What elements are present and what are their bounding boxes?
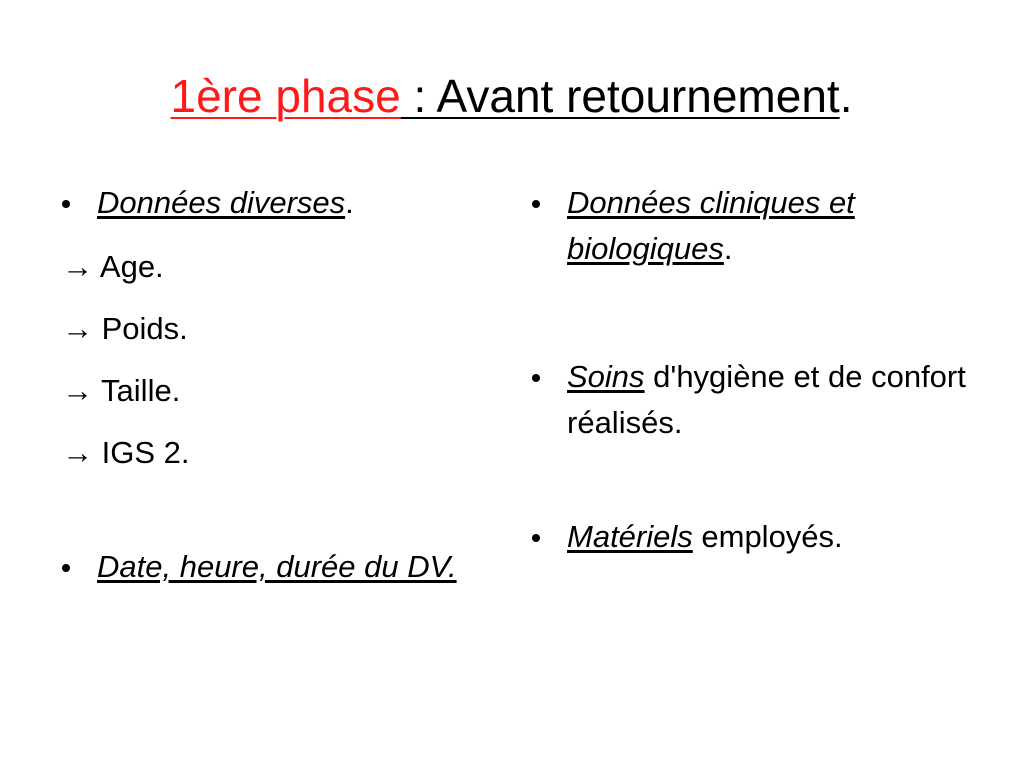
sub-item-age: → Age. [62, 249, 164, 284]
bullet-label: Date, heure, durée du DV. [97, 549, 457, 584]
bullet-dot-icon [62, 200, 70, 208]
bullet-date-heure [60, 544, 510, 590]
bullet-em: Matériels [567, 519, 693, 554]
sub-item-igs2: → IGS 2. [62, 435, 190, 470]
bullet-label: Données cliniques et biologiques [567, 185, 855, 266]
slide-title [0, 66, 1023, 126]
bullet-em: Soins [567, 359, 645, 394]
bullet-punct: . [723, 231, 733, 266]
right-column [530, 180, 970, 560]
spacer [530, 272, 970, 354]
bullet-materiels [530, 514, 970, 560]
bullet-rest: d'hygiène et de confort réalisés. [567, 359, 966, 440]
spacer [60, 476, 510, 544]
bullet-dot-icon [532, 374, 540, 382]
bullet-dot-icon [62, 564, 70, 572]
sub-item-poids: → Poids. [62, 311, 188, 346]
bullet-soins [530, 354, 970, 446]
bullet-donnees-cliniques [530, 180, 970, 272]
bullet-donnees-diverses [60, 180, 510, 226]
title-end: . [839, 70, 853, 122]
bullet-dot-icon [532, 200, 540, 208]
sub-item-taille: → Taille. [62, 373, 181, 408]
bullet-dot-icon [532, 534, 540, 542]
bullet-punct: . [345, 185, 354, 220]
title-main: : Avant retournement [400, 70, 840, 122]
left-column [60, 180, 510, 590]
bullet-label: Données diverses [97, 185, 346, 220]
spacer [530, 446, 970, 514]
title-highlight: 1ère phase [170, 70, 401, 122]
bullet-rest: employés. [692, 519, 843, 554]
